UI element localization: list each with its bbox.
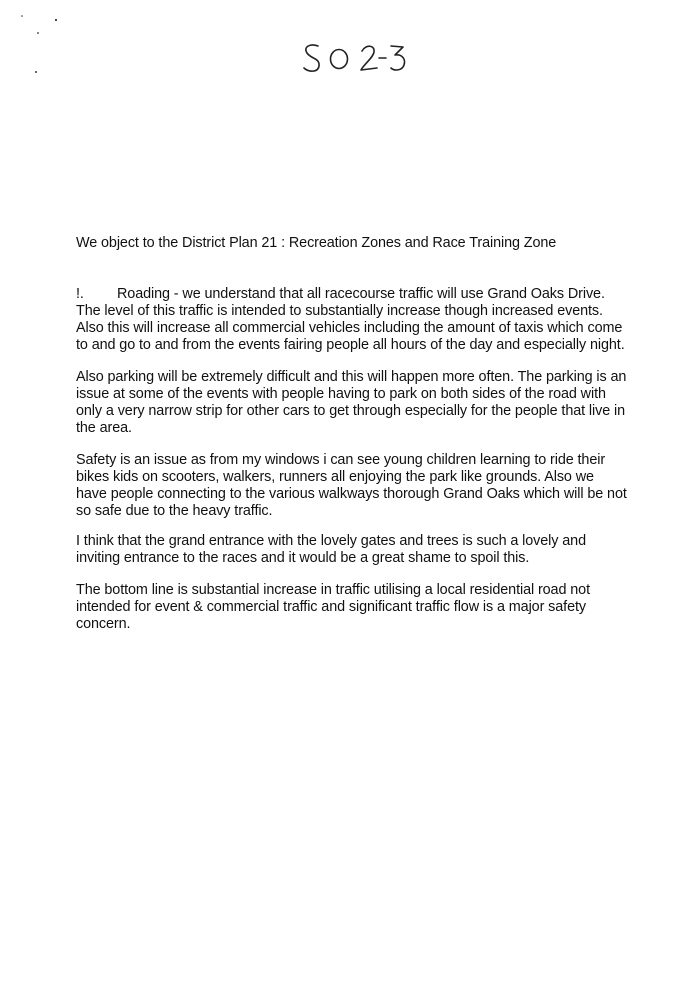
paragraph-line: I think that the grand entrance with the lovely gates and trees is such a lovely and [76, 533, 586, 549]
scan-speck-marks [0, 0, 120, 90]
handwritten-reference-mark [298, 40, 418, 80]
paragraph-line: The level of this traffic is intended to substantially increase though increased events. [76, 303, 603, 319]
speck-4 [35, 71, 37, 73]
paragraph-line: intended for event & commercial traffic and significant traffic flow is a major safety [76, 599, 586, 615]
paragraph-line: so safe due to the heavy traffic. [76, 503, 273, 519]
list-marker: !. [76, 286, 84, 302]
paragraph-roading [76, 286, 636, 354]
paragraph-line: Safety is an issue as from my windows i can see young children learning to ride their [76, 452, 606, 468]
paragraph-line: inviting entrance to the races and it would be a great shame to spoil this. [76, 550, 530, 566]
paragraph-line: issue at some of the events with people having to park on both sides of the road with [76, 386, 606, 402]
paragraph-parking [76, 369, 636, 437]
paragraph-entrance [76, 533, 636, 567]
paragraph-line-text: Roading - we understand that all racecourse traffic will use Grand Oaks Drive. [117, 286, 605, 302]
paragraph-safety [76, 452, 636, 520]
paragraph-line: only a very narrow strip for other cars to get through especially for the people that live in [76, 403, 626, 419]
paragraph-line: concern. [76, 616, 131, 632]
paragraph-line: the area. [76, 420, 132, 436]
paragraph-line: Also this will increase all commercial vehicles including the amount of taxis which come [76, 320, 623, 336]
heading-text: We object to the District Plan 21 : Recreation Zones and Race Training Zone [76, 235, 557, 251]
speck-3 [37, 32, 39, 34]
paragraph-line: have people connecting to the various walkways thorough Grand Oaks which will be not [76, 486, 627, 502]
paragraph-line: The bottom line is substantial increase in traffic utilising a local residential road not [76, 582, 590, 598]
speck-1 [21, 15, 23, 17]
objection-heading [76, 235, 636, 252]
paragraph-line: to and go to and from the events fairing people all hours of the day and especially night. [76, 337, 625, 353]
paragraph-line: bikes kids on scooters, walkers, runners all enjoying the park like grounds. Also we [76, 469, 594, 485]
paragraph-line [76, 286, 636, 303]
speck-2 [55, 19, 57, 21]
paragraph-bottom-line [76, 582, 636, 633]
paragraph-line: Also parking will be extremely difficult and this will happen more often. The parking is an [76, 369, 627, 385]
